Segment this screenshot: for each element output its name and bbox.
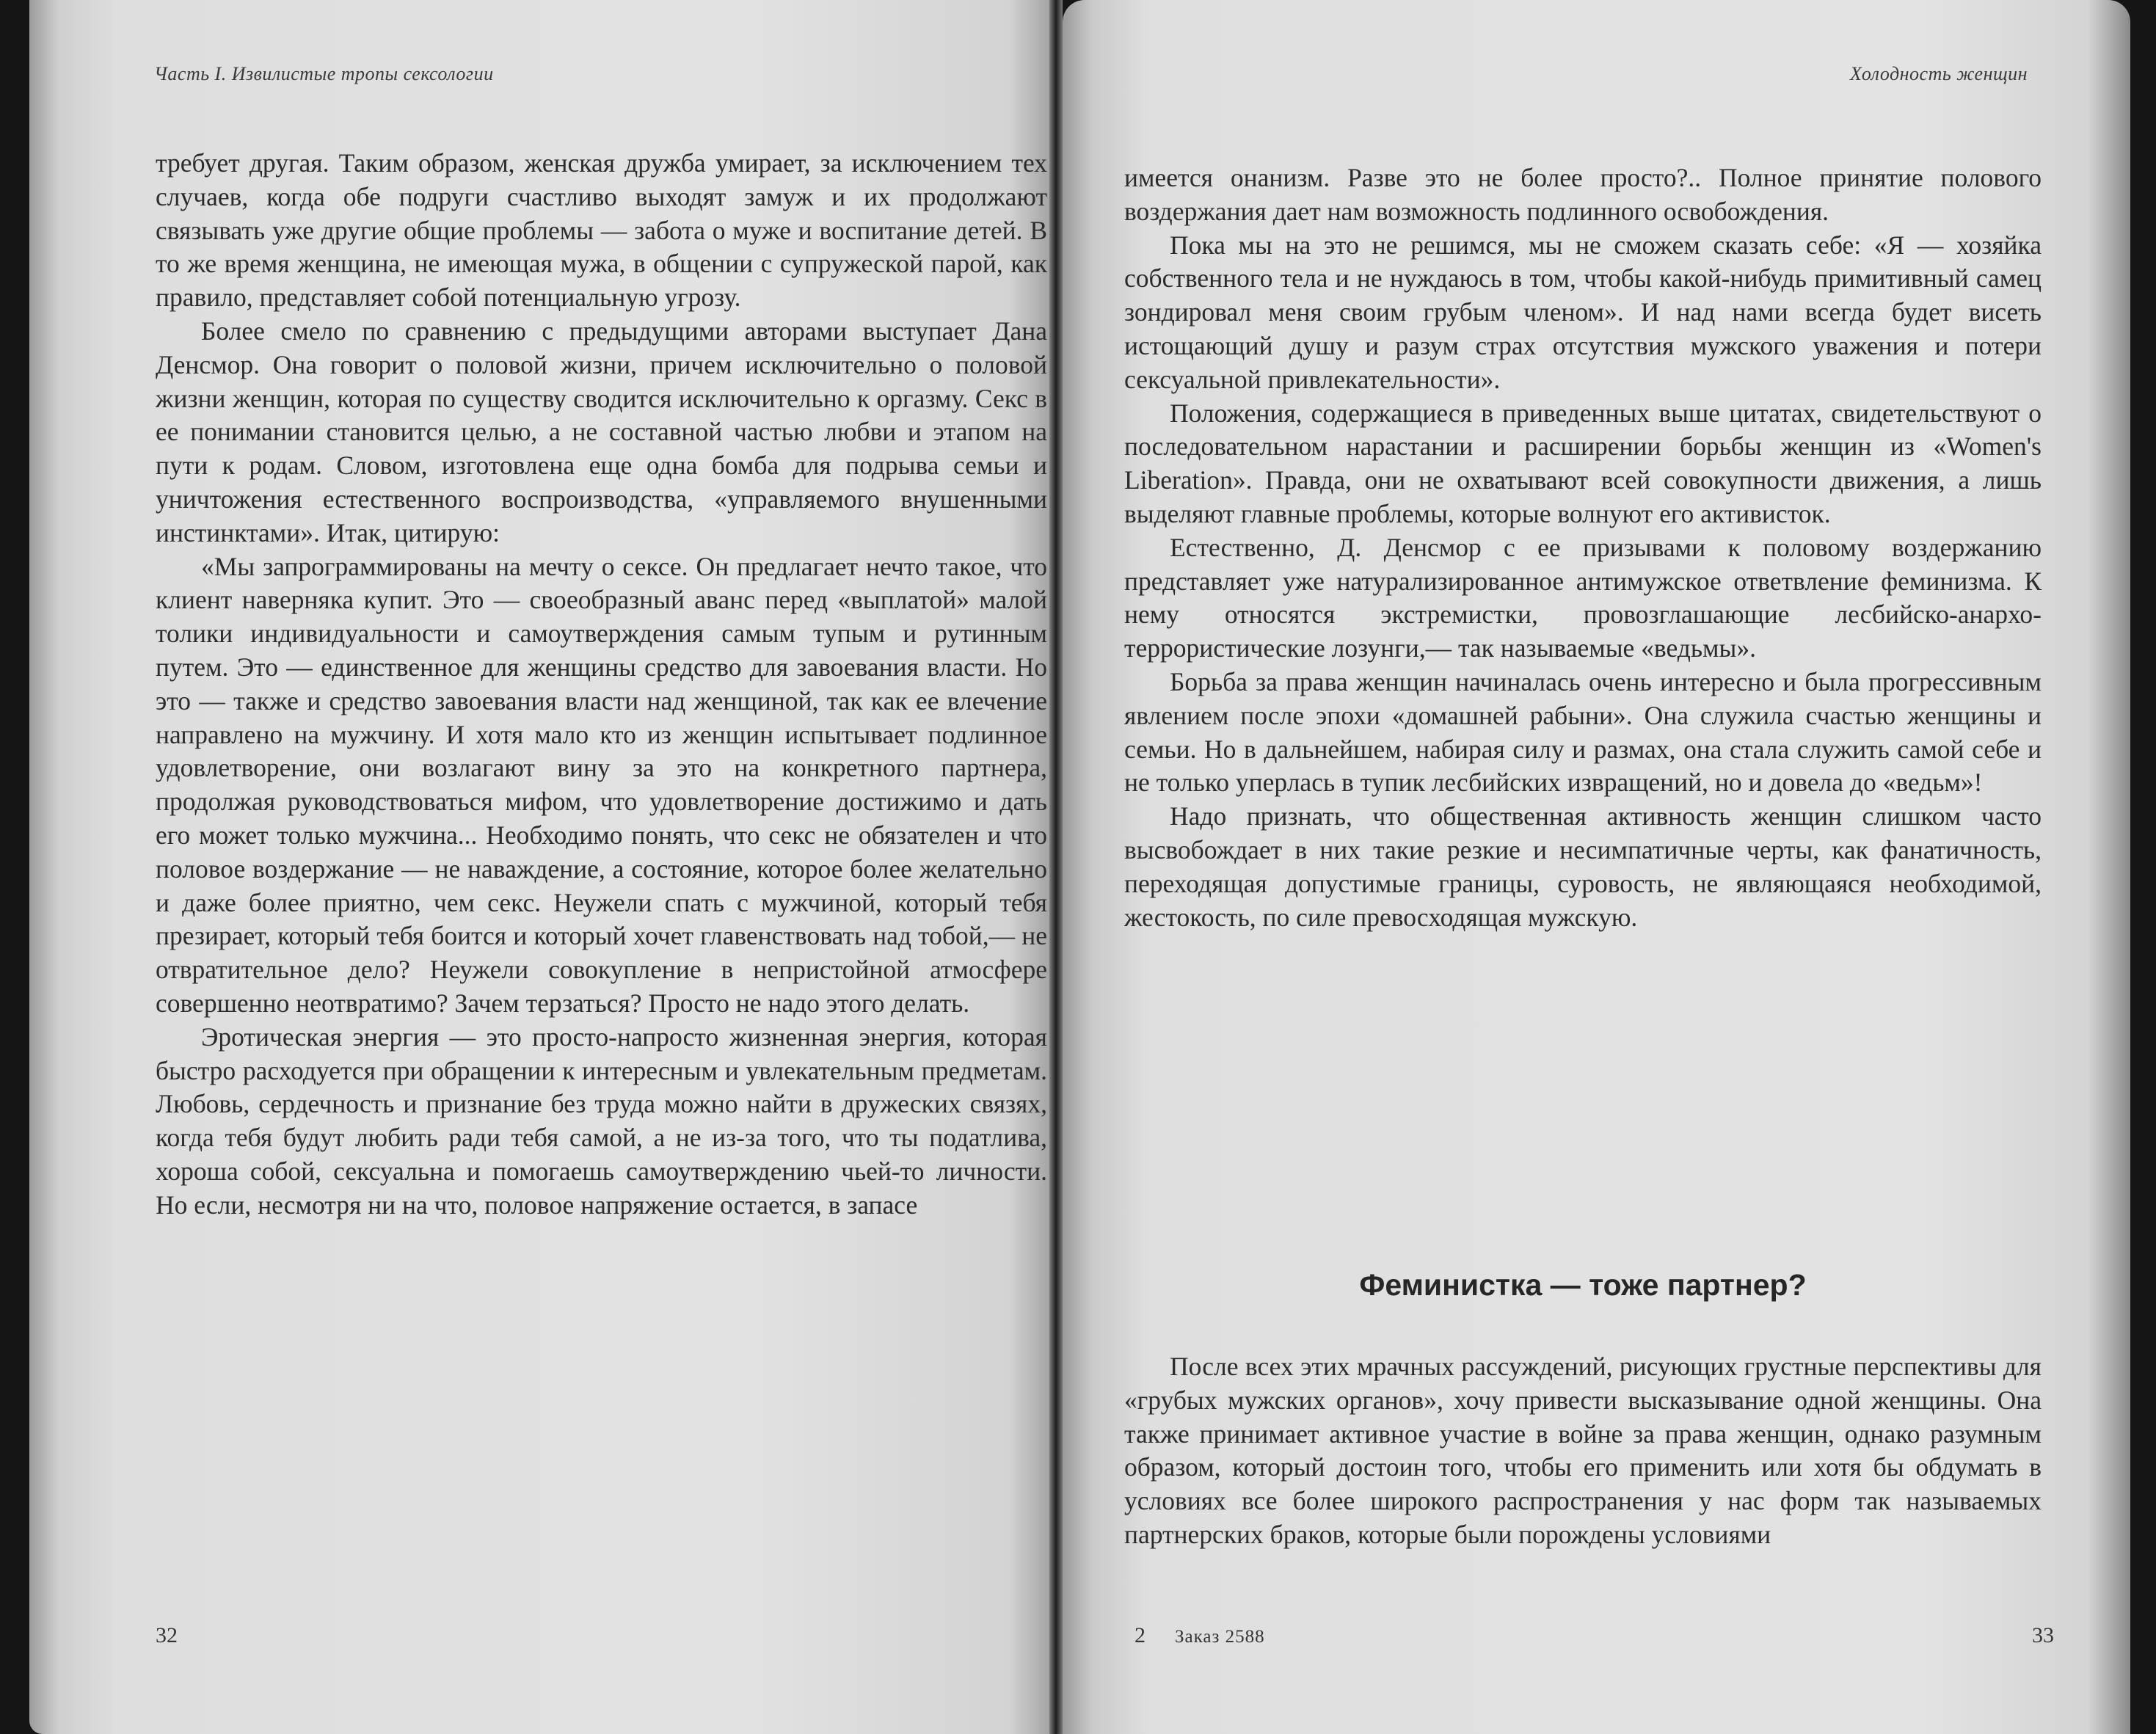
paragraph: Положения, содержащиеся в приведенных выше цитатах, свидетельствуют о последовательном нарастании и расширении борьбы женщин из «Women's Liberation». Правда, они не охватывают всей совокупности движения, а лишь выделяют главные проблемы, которые волнуют его активисток. <box>1124 398 2042 528</box>
running-head-left: Часть I. Извилистые тропы сексологии <box>154 63 494 84</box>
signature-number: 2 <box>1135 1623 1146 1647</box>
page-number-right: 33 <box>2032 1623 2054 1647</box>
running-head-right: Холодность женщин <box>1849 63 2028 84</box>
paragraph: имеется онанизм. Разве это не более просто?.. Полное принятие полового воздержания дает нам возможность подлинного освобождения. <box>1124 163 2042 226</box>
book-gutter <box>1049 0 1063 1734</box>
paragraph: Эротическая энергия — это просто-напросто жизненная энергия, которая быстро расходуется при обращении к интересным и увлекательным предметам. Любовь, сердечность и признание без труда можно найти в дружеских связях, когда тебя будут любить ради тебя самой, а не из-за того, что ты податлива, хороша собой, сексуальна и помогаешь самоутверждению чьей-то личности. Но если, несмотря ни на что, половое напряжение остается, в запасе <box>156 1021 1047 1220</box>
page-number-left: 32 <box>156 1623 178 1647</box>
section-heading: Феминистка — тоже партнер? <box>1359 1268 1807 1302</box>
paragraph: Естественно, Д. Денсмор с ее призывами к половому воздержанию представляет уже натурализированное антимужское ответвление феминизма. К нему относятся экстремистки, провозглашающие лесбийско-анархо-террористические лозунги,— так называемые «ведьмы». <box>1124 532 2042 663</box>
right-page <box>1063 0 2130 1734</box>
paragraph: Пока мы на это не решимся, мы не сможем сказать себе: «Я — хозяйка собственного тела и не нуждаюсь в том, чтобы какой-нибудь примитивный самец зондировал меня своим грубым членом». И над нами всегда будет висеть истощающий душу и разум страх отсутствия мужского уважения и потери сексуальной привлекательности». <box>1124 230 2042 394</box>
order-label: Заказ 2588 <box>1175 1627 1265 1647</box>
paragraph: «Мы запрограммированы на мечту о сексе. Он предлагает нечто такое, что клиент наверняка купит. Это — своеобразный аванс перед «выплатой» малой толики индивидуальности и самоутверждения самым тупым и рутинным путем. Это — единственное для женщины средство для завоевания власти. Но это — также и средство завоевания власти над женщиной, так как ее влечение направлено на мужчину. И хотя мало кто из женщин испытывает подлинное удовлетворение, они возлагают вину за это на конкретного партнера, продолжая руководствоваться мифом, что удовлетворение достижимо и дать его может только мужчина... Необходимо понять, что секс не обязателен и что половое воздержание — не наваждение, а состояние, которое более желательно и даже более приятно, чем секс. Неужели спать с мужчиной, который тебя презирает, который тебя боится и который хочет главенствовать над тобой,— не отвратительное дело? Неужели совокупление в непристойной атмосфере совершенно неотвратимо? Зачем терзаться? Просто не надо этого делать. <box>156 551 1047 1018</box>
paragraph: Надо признать, что общественная активность женщин слишком часто высвобождает в них такие резкие и несимпатичные черты, как фанатичность, переходящая допустимые границы, суровость, не являющаяся необходимой, жестокость, по силе превосходящая мужскую. <box>1124 801 2042 932</box>
left-page <box>29 0 1049 1734</box>
paragraph: Более смело по сравнению с предыдущими авторами выступает Дана Денсмор. Она говорит о половой жизни, причем исключительно о половой жизни женщин, которая по существу сводится исключительно к оргазму. Секс в ее понимании становится целью, а не составной частью любви и этапом на пути к родам. Словом, изготовлена еще одна бомба для подрыва семьи и уничтожения естественного воспроизводства, «управляемого внушенными инстинктами». Итак, цитирую: <box>156 316 1047 547</box>
right-page-body <box>1124 161 2042 934</box>
paragraph: требует другая. Таким образом, женская дружба умирает, за исключением тех случаев, когда обе подруги счастливо выходят замуж и их продолжают связывать уже другие общие проблемы — забота о муже и воспитание детей. В то же время женщина, не имеющая мужа, в общении с супружеской парой, как правило, представляет собой потенциальную угрозу. <box>156 148 1047 313</box>
paragraph: Борьба за права женщин начиналась очень интересно и была прогрессивным явлением после эпохи «домашней рабыни». Она служила счастью женщины и семьи. Но в дальнейшем, набирая силу и размах, она стала служить самой себе и не только уперлась в тупик лесбийских извращений, но и довела до «ведьм»! <box>1124 666 2042 798</box>
paragraph: После всех этих мрачных рассуждений, рисующих грустные перспективы для «грубых мужских органов», хочу привести высказывание одной женщины. Она также принимает активное участие в войне за права женщин, однако разумным образом, который достоин того, чтобы его применить или хотя бы обдумать в условиях все более широкого распространения у нас форм так называемых партнерских браков, которые были порождены условиями <box>1124 1352 2042 1549</box>
signature-mark <box>1135 1623 1265 1648</box>
section-body <box>1124 1350 2042 1552</box>
left-page-body <box>156 147 1047 1223</box>
